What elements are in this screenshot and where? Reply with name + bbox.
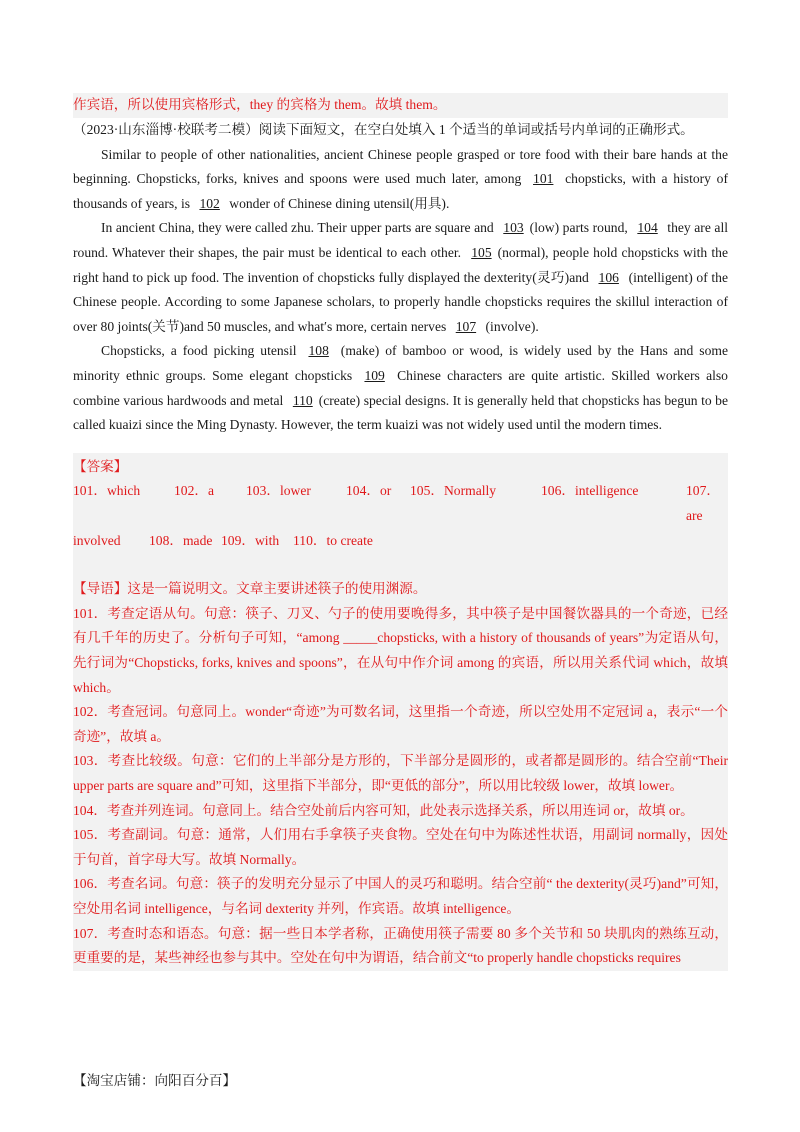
blank-103: 103 — [503, 220, 524, 236]
passage-text: (intelligent) of the Chinese people. According to some Japanese scholars, to properly handle chopsticks requires the skillul interaction of over 80 joints(关节)and 50 muscles, and what′s more, certain nerves — [73, 269, 728, 334]
answer-item: 109．with — [221, 532, 280, 548]
answer-item: involved — [73, 532, 121, 548]
passage-text: In ancient China, they were called zhu. Their upper parts are square and — [101, 220, 494, 236]
answers-row-1 — [73, 479, 728, 528]
answers-row-2 — [73, 529, 728, 554]
guide-text: 【导语】这是一篇说明文。文章主要讲述筷子的使用渊源。 — [73, 581, 427, 597]
document-page — [73, 93, 728, 971]
answer-item: 104．or — [346, 483, 392, 499]
passage-paragraph-3 — [73, 339, 728, 437]
passage-text: chopsticks, with a history of thousands of years, is — [73, 171, 728, 211]
explanation-106: 106．考查名词。句意：筷子的发明充分显示了中国人的灵巧和聪明。结合空前“ the dexterity(灵巧)and”可知，空处用名词 intelligence，与名词 dexterity 并列，作宾语。故填 intelligence。 — [73, 876, 728, 916]
answer-item: 101．which — [73, 483, 141, 499]
top-note: 作宾语，所以使用宾格形式，they 的宾格为 them。故填 them。 — [73, 93, 728, 118]
blank-106: 106 — [598, 269, 619, 285]
blank-102: 102 — [199, 195, 220, 211]
passage-text: (normal), people hold chopsticks with the right hand to pick up food. The invention of chopsticks fully displayed the dexterity(灵巧)and — [73, 245, 729, 285]
answer-item: 105．Normally — [410, 483, 497, 499]
explanation-105: 105．考查副词。句意：通常，人们用右手拿筷子夹食物。空处在句中为陈述性状语，用副词 normally，因处于句首，首字母大写。故填 Normally。 — [73, 827, 728, 867]
explanation-107: 107．考查时态和语态。句意：据一些日本学者称，正确使用筷子需要 80 多个关节和 50 块肌肉的熟练互动，更重要的是，某些神经也参与其中。空处在句中为谓语，结合前文“to properly handle chopsticks requires — [73, 925, 728, 966]
blank-109: 109 — [364, 368, 385, 384]
passage-text: they are all round. Whatever their shapes, the pair must be identical to each other. — [73, 220, 728, 261]
blank-108: 108 — [308, 343, 329, 359]
passage-text: wonder of Chinese dining utensil(用具). — [229, 195, 450, 211]
passage-text: (low) parts round, — [529, 220, 628, 236]
answer-item: 103．lower — [246, 483, 311, 499]
blank-104: 104 — [637, 220, 658, 236]
footer-shop-label: 【淘宝店铺：向阳百分百】 — [73, 1073, 237, 1088]
explanation-102: 102．考查冠词。句意同上。wonder“奇迹”为可数名词，这里指一个奇迹，所以空处用不定冠词 a，表示“一个奇迹”，故填 a。 — [73, 704, 728, 744]
passage-text: Chopsticks, a food picking utensil — [101, 343, 297, 359]
answer-section — [73, 453, 728, 971]
passage-text: Similar to people of other nationalities, ancient Chinese people grasped or tore food with their bare hands at the beginning. Chopsticks, forks, knives and spoons were used much later, among — [73, 146, 728, 187]
passage-text: (make) of bamboo or wood, is widely used by the Hans and some minority ethnic groups. Some elegant chopsticks — [73, 343, 728, 384]
blank-105: 105 — [471, 245, 492, 261]
explanation-103: 103．考查比较级。句意：它们的上半部分是方形的，下半部分是圆形的，或者都是圆形的。结合空前“Their upper parts are square and”可知，这里指下半部分，即“更低的部分”，所以用比较级 lower，故填 lower。 — [73, 753, 728, 793]
explanation-104: 104．考查并列连词。句意同上。结合空处前后内容可知，此处表示选择关系，所以用连词 or，故填 or。 — [73, 802, 694, 818]
blank-101: 101 — [533, 171, 554, 187]
blank-107: 107 — [455, 318, 477, 334]
passage-text: Chinese characters are quite artistic. Skilled workers also combine various hardwoods and metal — [73, 368, 728, 408]
answer-label: 【答案】 — [73, 458, 128, 474]
passage-paragraph-1 — [73, 143, 728, 217]
passage-paragraph-2 — [73, 216, 728, 339]
explanation-101: 101．考查定语从句。句意：筷子、刀叉、勺子的使用要晚得多，其中筷子是中国餐饮器具的一个奇迹，已经有几千年的历史了。分析句子可知，“among _____chopsticks, with a history of thousands of years”为定语从句，先行词为“Chopsticks, forks, knives and spoons”，在从句中作介词 among 的宾语，所以用关系代词 which，故填 which。 — [73, 605, 728, 695]
question-header: （2023·山东淄博·校联考二模）阅读下面短文，在空白处填入 1 个适当的单词或括号内单词的正确形式。 — [73, 121, 694, 137]
answer-item: 108．made — [149, 532, 213, 548]
answer-item: 106．intelligence — [541, 483, 639, 499]
blank-110: 110 — [292, 392, 313, 408]
answer-item: 102．a — [174, 483, 215, 499]
passage-text: (involve). — [485, 318, 539, 334]
passage-text: (create) special designs. It is generally held that chopsticks has begun to be called kuaizi since the Ming Dynasty. However, the term kuaizi was not widely used until the modern times. — [73, 392, 729, 433]
answer-item: 110．to create — [293, 532, 373, 548]
answer-item: 107．are — [686, 483, 720, 523]
